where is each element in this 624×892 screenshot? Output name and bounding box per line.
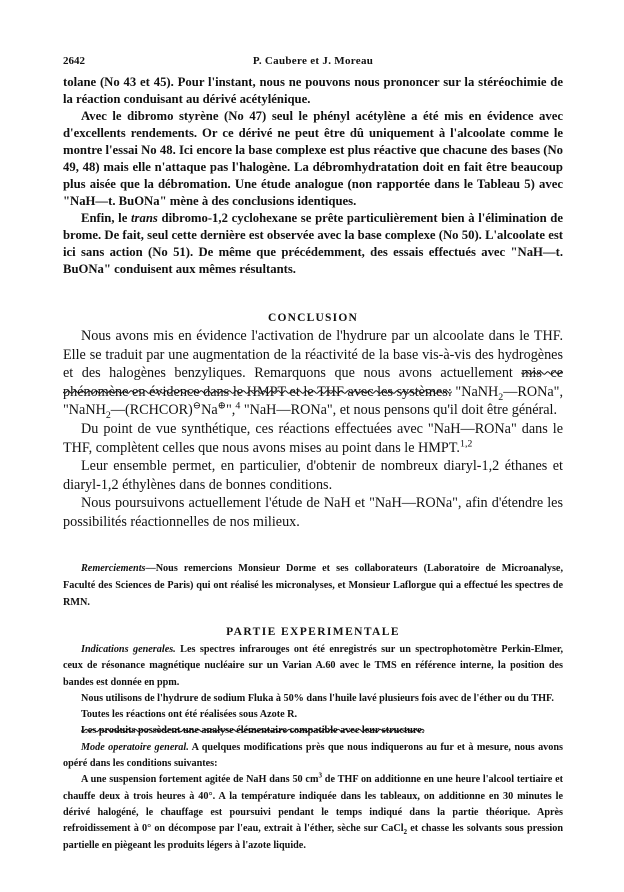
conclusion-section [63,327,563,532]
paragraph [63,327,563,420]
subsection-label: Mode operatoire general. [81,741,189,753]
text-run: —RONa", "NaNH [63,383,563,419]
paragraph: tolane (No 43 et 45). Pour l'instant, nous ne pouvons nous prononcer sur la stéréochimie de la réaction conduisant au dérivé acétylénique. [63,75,563,106]
acknowledgements [63,560,563,611]
paragraph: Leur ensemble permet, en particulier, d'obtenir de nombreux diaryl-1,2 éthanes et diaryl-1,2 éthylènes dans de bonnes conditions. [63,458,563,493]
paragraph [63,560,563,611]
charge-minus: ⊖ [192,400,202,412]
acknowledgements-label: Remerciements [81,563,146,574]
text-run: Du point de vue synthétique, ces réactions effectuées avec "NaH—RONa" dans le THF, complètent celles que nous avons mises au point dans le HMPT. [63,420,563,456]
subscript: 2 [498,391,504,403]
charge-plus: ⊕ [217,400,226,412]
reference-mark: 1,2 [459,437,473,449]
paragraph [63,210,563,278]
paragraph: Toutes les réactions ont été réalisées sous Azote R. [81,709,298,721]
paragraph [63,772,563,853]
text-run: "NaNH [455,383,499,400]
page-number: 2642 [63,55,85,67]
text-run: —Nous remercions Monsieur Dorme et ses collaborateurs (Laboratoire de Microanalyse, Faculté des Sciences de Paris) qui ont réalisé les micronalyses, et Monsieur Laflorgue qui a effectué les spectres de RMN. [63,563,563,608]
text-run: —(RCHCOR) [110,402,193,419]
text-run: "NaH—RONa", et nous pensons qu'il doit être général. [240,402,558,419]
paragraph [63,740,563,773]
paragraph: Nous poursuivons actuellement l'étude de NaH et "NaH—RONa", afin d'étendre les possibilités réactionnelles de nos milieux. [63,495,563,530]
text-run: Nous avons mis en évidence l'activation de l'hydrure par un alcoolate dans le THF. Elle se traduit par une augmentation de la réactivité de la base vis-à-vis des hydrogènes et des halogènes benzyliques. Remarquons que nous avons actuellement [63,328,563,382]
text-run: Les spectres infrarouges ont été enregistrés sur un spectrophotomètre Perkin-Elmer, ceux de résonance magnétique nucléaire sur un Varian A.60 avec le TMS en référence interne, la position des bandes est donnée en ppm. [63,644,563,688]
superscript: 3 [318,771,322,780]
subsection-label: Indications generales. [81,644,176,655]
text-run: A quelques modifications près que nous indiquerons au fur et à mesure, nous avons opéré dans les conditions suivantes: [63,741,564,770]
subscript: 2 [403,828,408,837]
page-header [63,55,563,69]
struck-text: mis ce phénomène en évidence dans le HMPT et le THF avec les systèmes: [63,365,563,400]
paragraph: Nous utilisons de l'hydrure de sodium Fluka à 50% dans l'huile lavé plusieurs fois avec de l'éther ou du THF. [81,692,554,704]
paragraph [63,642,563,691]
section-heading-experimental: PARTIE EXPERIMENTALE [226,626,400,638]
text-run: ", [225,402,236,419]
text-run: Enfin, le [81,211,132,225]
reference-mark: 4 [235,400,241,412]
running-title: P. Caubere et J. Moreau [252,55,374,67]
text-run: Na [201,402,218,419]
experimental-section [63,642,563,854]
text-run: de THF on additionne en une heure l'alcool tertiaire et chauffe deux à trois heures à 40°. A la température indiquée dans les tableaux, on additionne en 30 minutes le dérivé halogéné, le chauffage est poursuivi pendant le temps indiqué dans la partie théorique. Après refroidissement à 0° on décompose par l'eau, extrait à l'éther, sèche sur CaCl [63,774,563,835]
struck-text: Les produits possèdent une analyse élémentaire compatible avec leur structure. [81,725,425,737]
section-heading-conclusion: CONCLUSION [268,312,358,324]
results-discussion [63,74,563,278]
paragraph: Avec le dibromo styrène (No 47) seul le phényl acétylène a été mis en évidence avec d'excellents rendements. Or ce dérivé ne peut être dû uniquement à l'alcoolate comme le montre l'essai No 48. Ici encore la base complexe est plus réactive que chacune des bases (No 49, 48) mais elle n'attaque pas l'halogène. La débromhydratation doit en fait être beaucoup plus aisée que la débromation. Une étude analogue (non rapportée dans le Tableau 5) avec "NaH—t. BuONa" mène à des conclusions identiques. [63,109,563,208]
text-run: et chasse les solvants sous pression partielle en piègeant les produits légers à l'azote liquide. [63,823,563,851]
italic-text: trans [131,211,158,225]
subscript: 2 [105,410,111,422]
paragraph [63,420,563,457]
text-run: A une suspension fortement agitée de NaH dans 50 cm [81,774,319,786]
text-run: dibromo-1,2 cyclohexane se prête particulièrement bien à l'élimination de brome. De fait, seul cette dernière est observée avec la base complexe (No 50). L'alcoolate est ici sans action (No 51). De même que précédemment, des essais effectués avec "NaH—t. BuONa" conduisent aux mêmes résultants. [63,211,563,276]
paragraph [63,723,563,739]
